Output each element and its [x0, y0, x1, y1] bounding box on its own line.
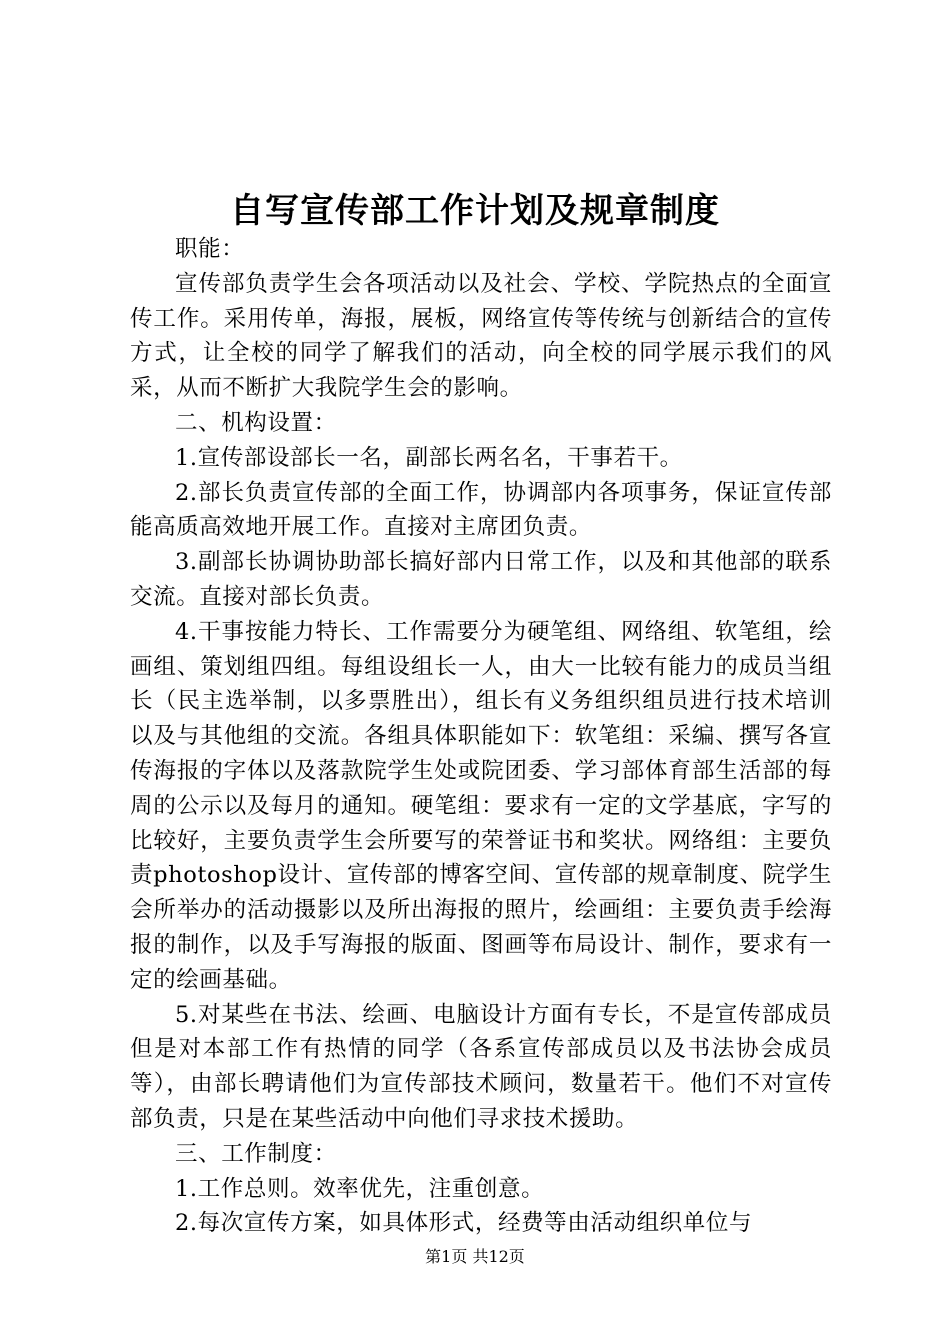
paragraph: 1.工作总则。效率优先，注重创意。	[175, 1175, 545, 1202]
paragraph: 职能：	[175, 236, 245, 262]
paragraph: 2.每次宣传方案，如具体形式，经费等由活动组织单位与	[175, 1210, 753, 1237]
paragraph: 三、工作制度：	[175, 1140, 337, 1167]
paragraph: 二、机构设置：	[175, 409, 337, 436]
paragraph: 宣传部负责学生会各项活动以及社会、学校、学院热点的全面宣传工作。采用传单，海报，展板，网络宣传等传统与创新结合的宣传方式，让全校的同学了解我们的活动，向全校的同学展示我们的风采，从而不断扩大我院学生会的影响。	[130, 270, 832, 402]
document-body	[130, 232, 832, 1241]
page-indicator: 第1页 共12页	[425, 1247, 525, 1266]
paragraph: 2.部长负责宣传部的全面工作，协调部内各项事务，保证宣传部能高质高效地开展工作。直接对主席团负责。	[130, 479, 832, 541]
paragraph: 1.宣传部设部长一名，副部长两名名，干事若干。	[175, 444, 683, 471]
paragraph: 3.副部长协调协助部长搞好部内日常工作，以及和其他部的联系交流。直接对部长负责。	[130, 549, 832, 610]
paragraph: 4.干事按能力特长、工作需要分为硬笔组、网络组、软笔组，绘画组、策划组四组。每组设组长一人，由大一比较有能力的成员当组长（民主选举制，以多票胜出），组长有义务组织组员进行技术培训以及与其他组的交流。各组具体职能如下：软笔组：采编、撰写各宣传海报的字体以及落款院学生处或院团委、学习部体育部生活部的每周的公示以及每月的通知。硬笔组：要求有一定的文学基底，字写的比较好，主要负责学生会所要写的荣誉证书和奖状。网络组：主要负责photoshop设计、宣传部的博客空间、宣传部的规章制度、院学生会所举办的活动摄影以及所出海报的照片，绘画组：主要负责手绘海报的制作，以及手写海报的版面、图画等布局设计、制作，要求有一定的绘画基础。	[130, 618, 832, 993]
paragraph: 5.对某些在书法、绘画、电脑设计方面有专长，不是宣传部成员但是对本部工作有热情的同学（各系宣传部成员以及书法协会成员等），由部长聘请他们为宣传部技术顾问，数量若干。他们不对宣传部负责，只是在某些活动中向他们寻求技术援助。	[130, 1001, 832, 1132]
document-title: 自写宣传部工作计划及规章制度	[230, 191, 720, 231]
